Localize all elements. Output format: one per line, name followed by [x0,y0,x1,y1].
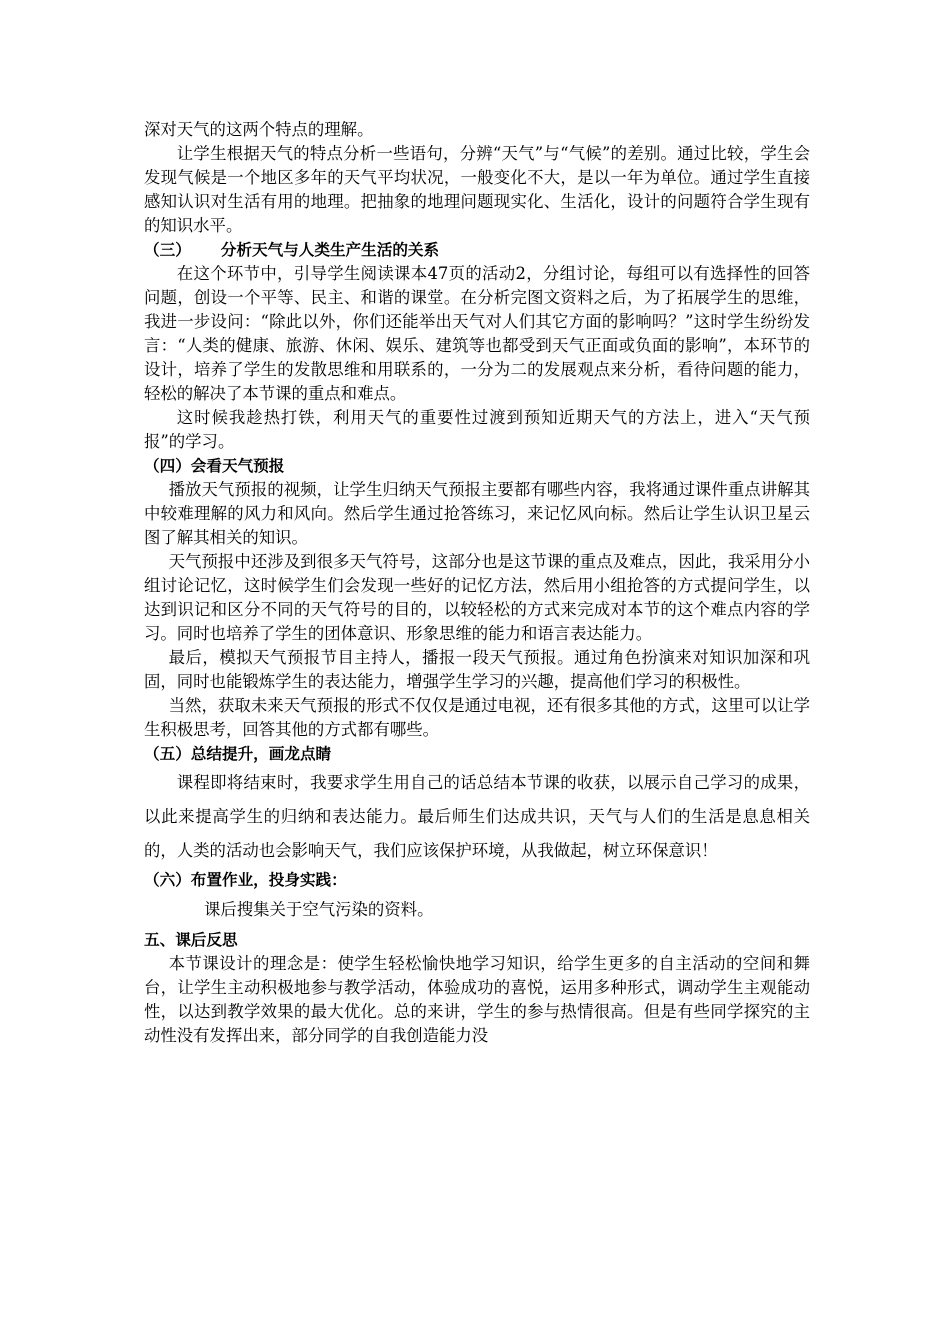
document-page [144,118,810,1048]
section-heading-6: （六）布置作业，投身实践： [144,871,347,889]
paragraph-summary: 课程即将结束时，我要求学生用自己的话总结本节课的收获，以展示自己学习的成果，以此来提高学生的归纳和表达能力。最后师生们达成共识，天气与人们的生活是息息相关的，人类的活动也会影响天气，我们应该保护环境，从我做起，树立环保意识！ [144,773,810,860]
paragraph-transition: 这时候我趁热打铁，利用天气的重要性过渡到预知近期天气的方法上，进入“天气预报”的学习。 [144,408,810,451]
section-heading-reflection: 五、课后反思 [144,931,238,949]
section-heading-4: （四）会看天气预报 [144,457,285,475]
paragraph-weather-symbols: 天气预报中还涉及到很多天气符号，这部分也是这节课的重点及难点，因此，我采用分小组讨论记忆，这时候学生们会发现一些好的记忆方法，然后用小组抢答的方式提问学生，以达到识记和区分不同的天气符号的目的，以较轻松的方式来完成对本节的这个难点内容的学习。同时也培养了学生的团体意识、形象思维的能力和语言表达能力。 [144,552,810,643]
section-heading-5: （五）总结提升，画龙点睛 [144,745,332,763]
section-title-3: 分析天气与人类生产生活的关系 [220,241,440,259]
paragraph-reflection: 本节课设计的理念是：使学生轻松愉快地学习知识，给学生更多的自主活动的空间和舞台，让学生主动积极地参与教学活动，体验成功的喜悦，运用多种形式，调动学生主观能动性，以达到教学效果的最大优化。总的来讲，学生的参与热情很高。但是有些同学探究的主动性没有发挥出来，部分同学的自我创造能力没 [144,954,810,1045]
paragraph-homework: 课后搜集关于空气污染的资料。 [204,900,434,919]
paragraph-forecast-video: 播放天气预报的视频，让学生归纳天气预报主要都有哪些内容，我将通过课件重点讲解其中较难理解的风力和风向。然后学生通过抢答练习，来记忆风向标。然后让学生认识卫星云图了解其相关的知识。 [144,480,810,547]
section-number-3: （三） [144,241,191,259]
paragraph-weather-vs-climate: 让学生根据天气的特点分析一些语句，分辨“天气”与“气候”的差别。通过比较，学生会发现气候是一个地区多年的天气平均状况，一般变化不大，是以一年为单位。通过学生直接感知认识对生活有用的地理。把抽象的地理问题现实化、生活化，设计的问题符合学生现有的知识水平。 [144,144,810,235]
paragraph-other-methods: 当然，获取未来天气预报的形式不仅仅是通过电视，还有很多其他的方式，这里可以让学生积极思考，回答其他的方式都有哪些。 [144,696,810,739]
paragraph-continuation: 深对天气的这两个特点的理解。 [144,120,374,139]
paragraph-role-play: 最后，模拟天气预报节目主持人，播报一段天气预报。通过角色扮演来对知识加深和巩固，同时也能锻炼学生的表达能力，增强学生学习的兴趣，提高他们学习的积极性。 [144,648,810,691]
section-heading-3 [144,238,810,262]
paragraph-activity-discussion: 在这个环节中，引导学生阅读课本47页的活动2，分组讨论，每组可以有选择性的回答问题，创设一个平等、民主、和谐的课堂。在分析完图文资料之后，为了拓展学生的思维，我进一步设问：“除此以外，你们还能举出天气对人们其它方面的影响吗？”这时学生纷纷发言：“人类的健康、旅游、休闲、娱乐、建筑等也都受到天气正面或负面的影响”，本环节的设计，培养了学生的发散思维和用联系的，一分为二的发展观点来分析，看待问题的能力，轻松的解决了本节课的重点和难点。 [144,264,810,403]
